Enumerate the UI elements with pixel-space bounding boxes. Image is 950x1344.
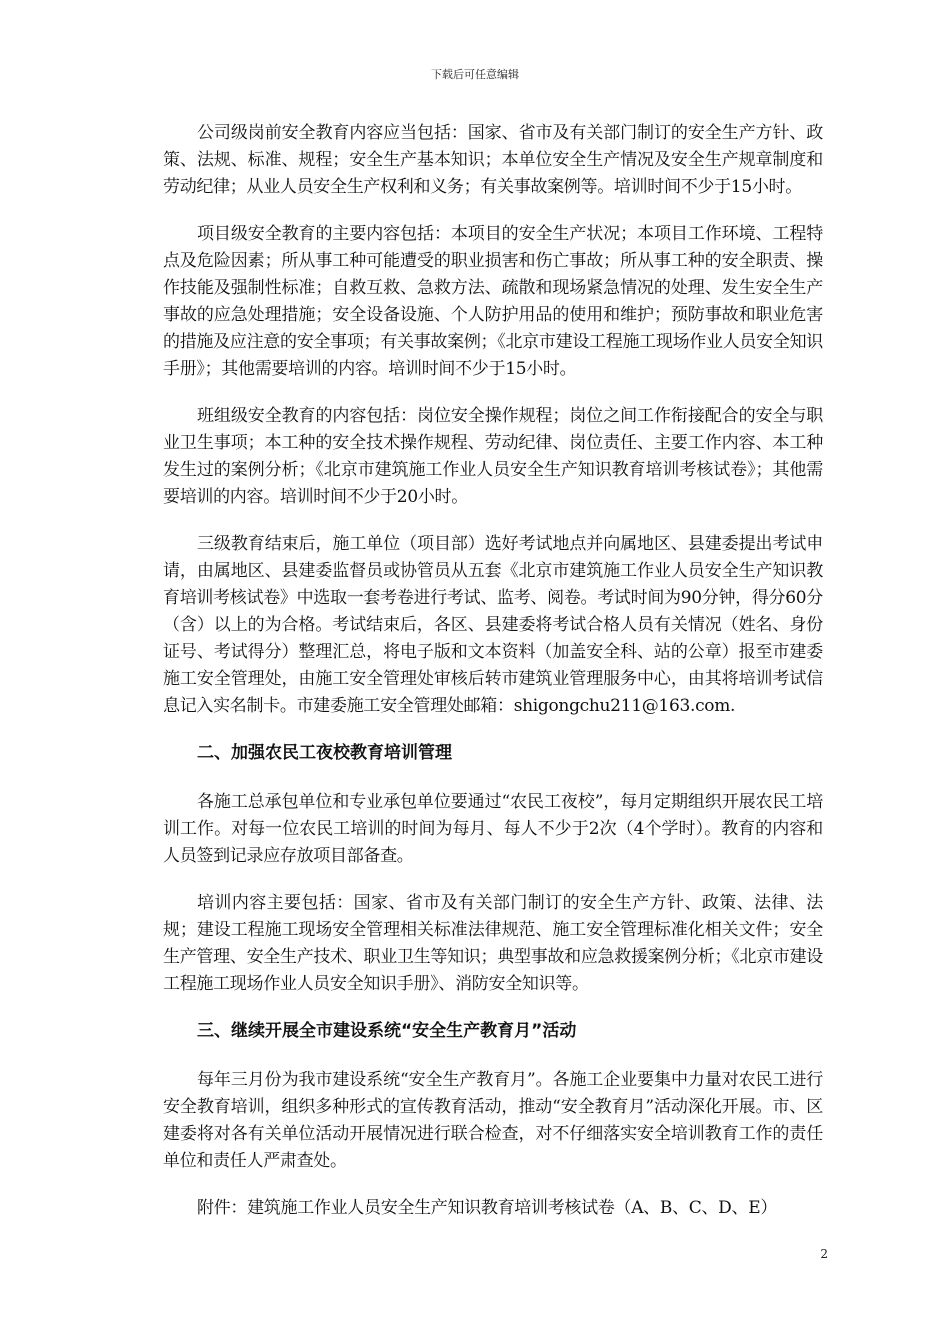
paragraph-night-school: 各施工总承包单位和专业承包单位要通过“农民工夜校”，每月定期组织开展农民工培训工作。对每一位农民工培训的时间为每月、每人不少于2次（4个学时）。教育的内容和人员签到记录应存放项目部备查。 bbox=[163, 792, 823, 866]
page-header: 下载后可任意编辑 bbox=[431, 68, 519, 81]
paragraph-project-level: 项目级安全教育的主要内容包括：本项目的安全生产状况；本项目工作环境、工程特点及危险因素；所从事工种可能遭受的职业损害和伤亡事故；所从事工种的安全职责、操作技能及强制性标准；自救互救、急救方法、疏散和现场紧急情况的处理、发生安全生产事故的应急处理措施；安全设备设施、个人防护用品的使用和维护；预防事故和职业危害的措施及应注意的安全事项；有关事故案例；《北京市建设工程施工现场作业人员安全知识手册》；其他需要培训的内容。培训时间不少于15小时。 bbox=[163, 224, 823, 379]
paragraph-team-level: 班组级安全教育的内容包括：岗位安全操作规程；岗位之间工作衔接配合的安全与职业卫生事项；本工种的安全技术操作规程、劳动纪律、岗位责任、主要工作内容、本工种发生过的案例分析；《北京市建筑施工作业人员安全生产知识教育培训考核试卷》；其他需要培训的内容。培训时间不少于20小时。 bbox=[163, 406, 823, 507]
paragraph-training-content: 培训内容主要包括：国家、省市及有关部门制订的安全生产方针、政策、法律、法规；建设工程施工现场安全管理相关标准法律规范、施工安全管理标准化相关文件；安全生产管理、安全生产技术、职业卫生等知识；典型事故和应急救援案例分析；《北京市建设工程施工现场作业人员安全知识手册》、消防安全知识等。 bbox=[163, 893, 823, 994]
paragraph-education-month: 每年三月份为我市建设系统“安全生产教育月”。各施工企业要集中力量对农民工进行安全教育培训，组织多种形式的宣传教育活动，推动“安全教育月”活动深化开展。市、区建委将对各有关单位活动开展情况进行联合检查，对不仔细落实安全培训教育工作的责任单位和责任人严肃查处。 bbox=[163, 1070, 823, 1171]
paragraph-attachment: 附件：建筑施工作业人员安全生产知识教育培训考核试卷（A、B、C、D、E） bbox=[197, 1198, 778, 1218]
section-heading-3: 三、继续开展全市建设系统“安全生产教育月”活动 bbox=[197, 1021, 577, 1041]
paragraph-company-level: 公司级岗前安全教育内容应当包括：国家、省市及有关部门制订的安全生产方针、政策、法规、标准、规程；安全生产基本知识；本单位安全生产情况及安全生产规章制度和劳动纪律；从业人员安全生产权利和义务；有关事故案例等。培训时间不少于15小时。 bbox=[163, 123, 823, 197]
paragraph-exam: 三级教育结束后，施工单位（项目部）选好考试地点并向属地区、县建委提出考试申请，由属地区、县建委监督员或协管员从五套《北京市建筑施工作业人员安全生产知识教育培训考核试卷》中选取一套考卷进行考试、监考、阅卷。考试时间为90分钟，得分60分（含）以上的为合格。考试结束后，各区、县建委将考试合格人员有关情况（姓名、身份证号、考试得分）整理汇总，将电子版和文本资料（加盖安全科、站的公章）报至市建委施工安全管理处，由施工安全管理处审核后转市建筑业管理服务中心，由其将培训考试信息记入实名制卡。市建委施工安全管理处邮箱：shigongchu211@163.com. bbox=[163, 534, 823, 716]
section-heading-2: 二、加强农民工夜校教育培训管理 bbox=[197, 743, 452, 763]
page-number: 2 bbox=[820, 1247, 828, 1261]
document-body bbox=[163, 120, 823, 1242]
